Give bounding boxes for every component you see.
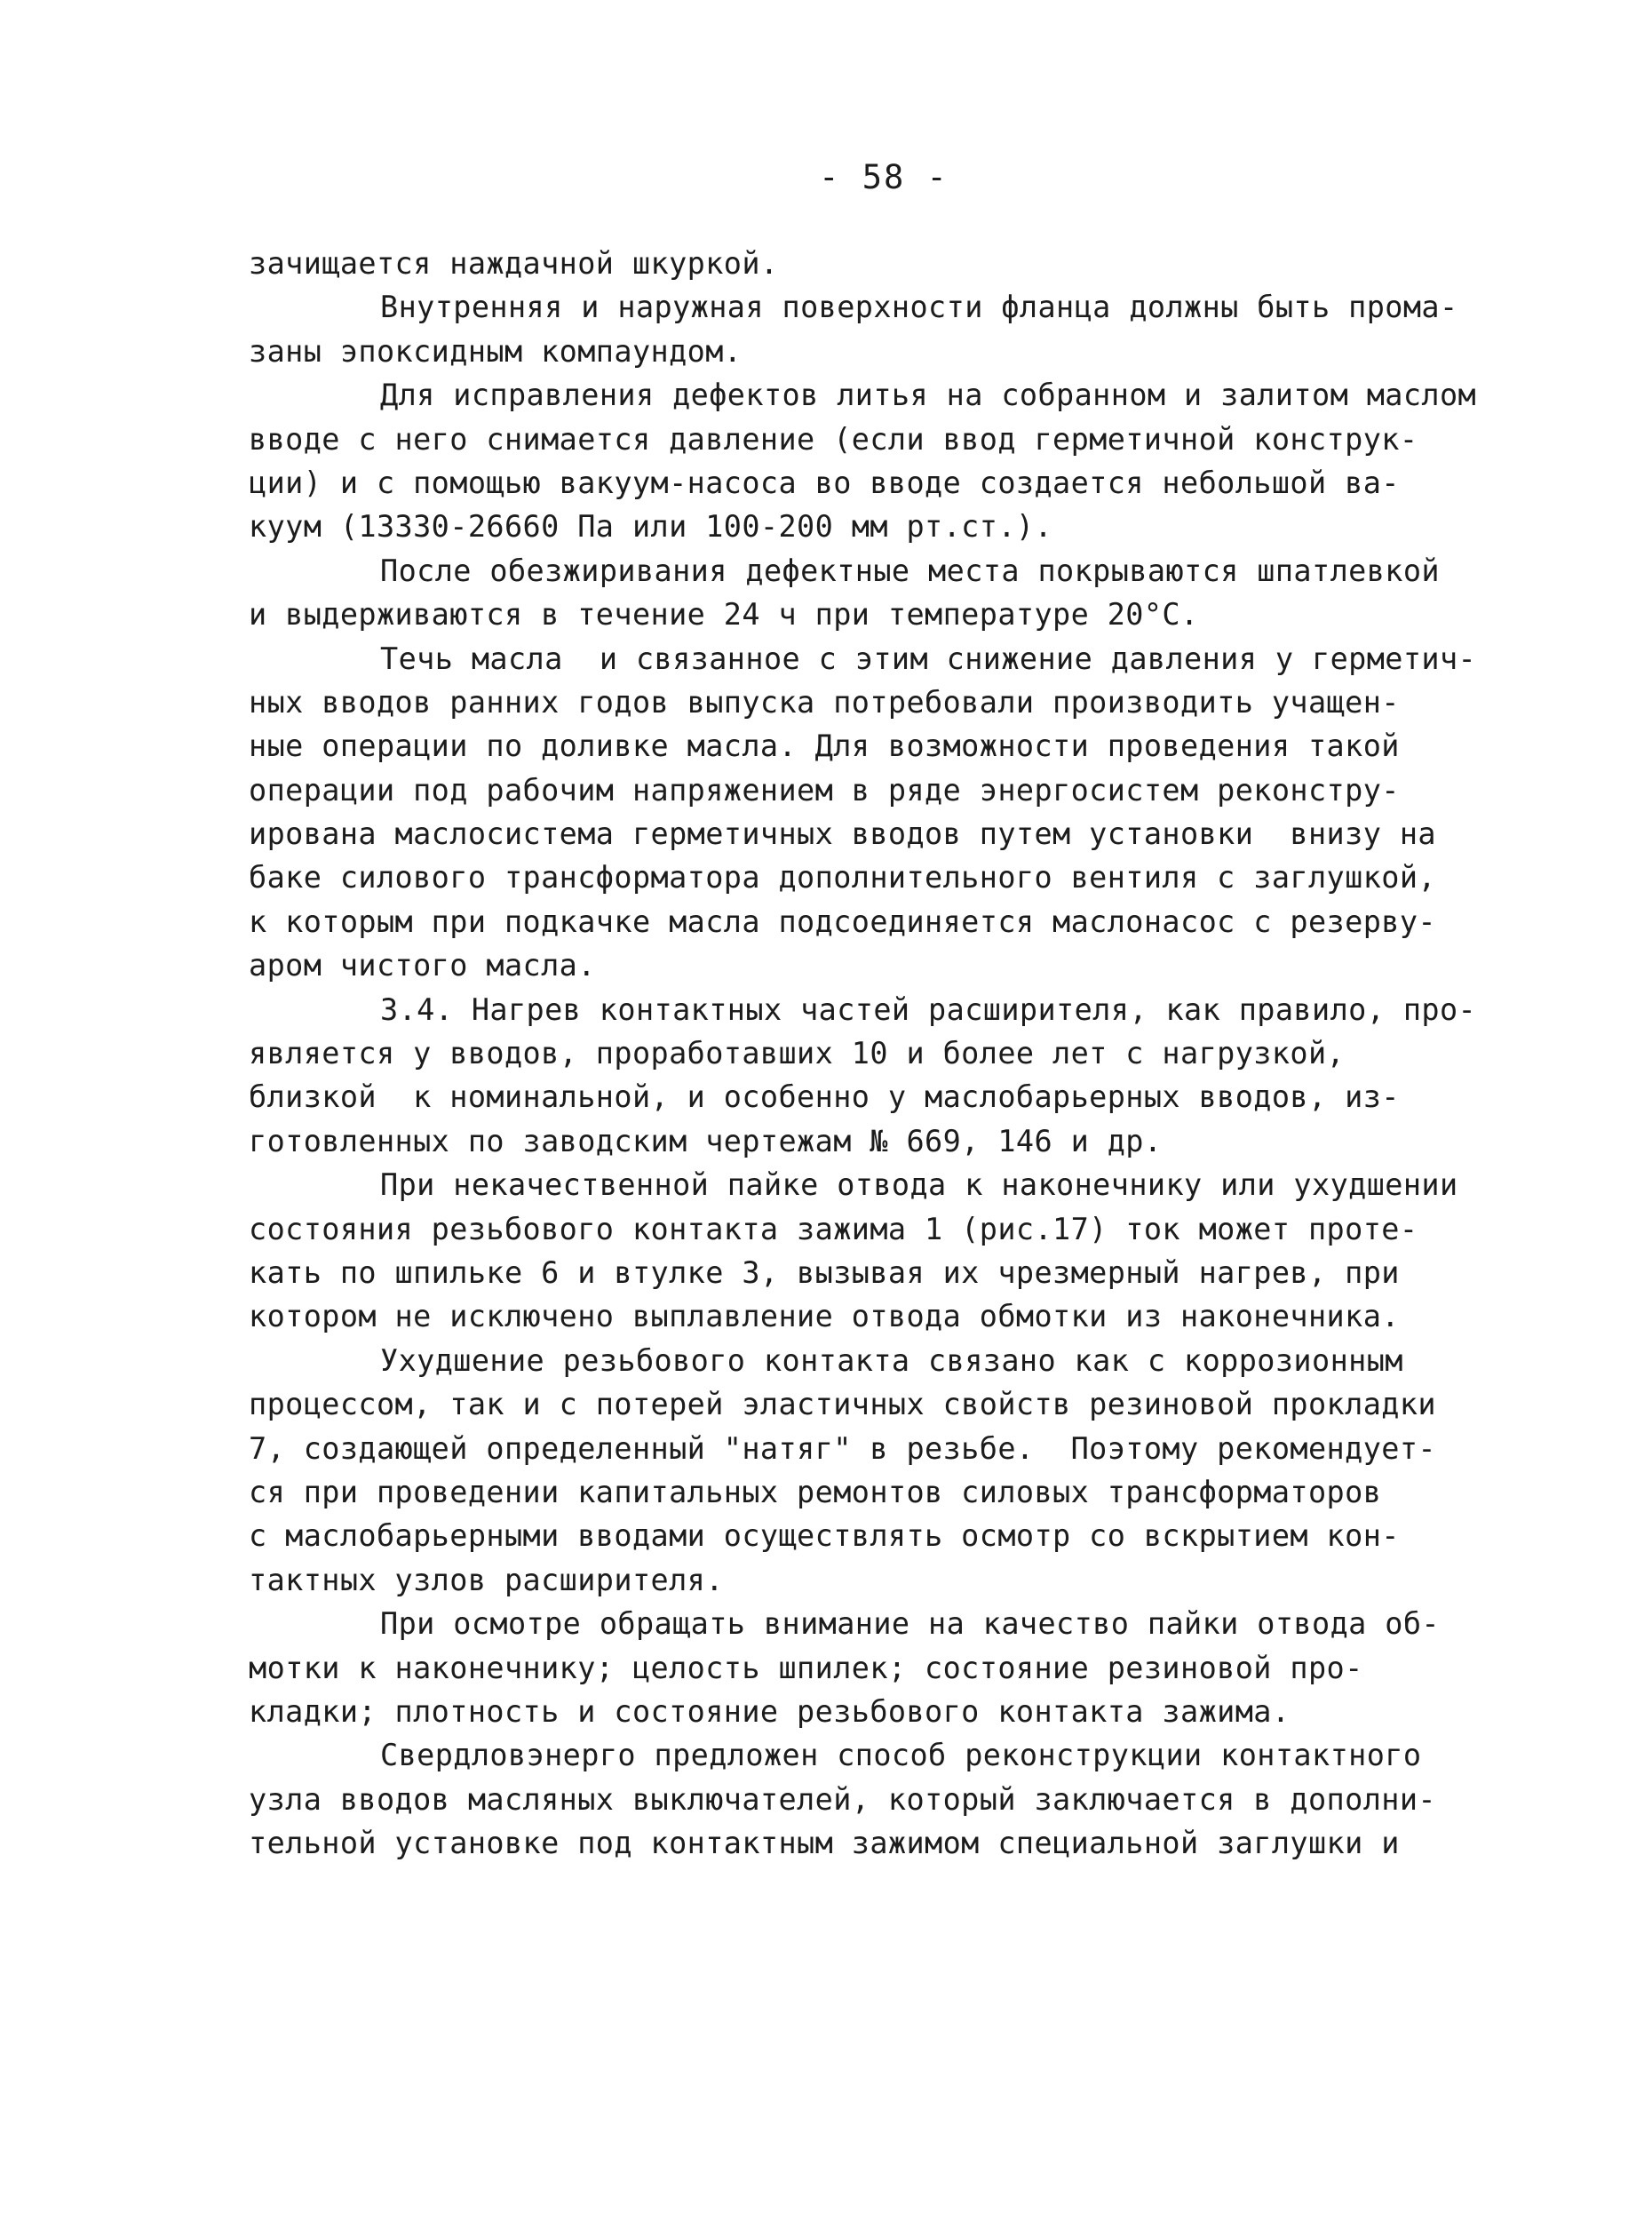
text-line: с маслобарьерными вводами осуществлять осмотр со вскрытием кон- <box>249 1518 1400 1554</box>
text-line: Свердловэнерго предложен способ реконструкции контактного <box>380 1738 1422 1773</box>
text-line: 7, создающей определенный "натяг" в резьбе. Поэтому рекомендует- <box>249 1430 1436 1466</box>
text-line: После обезжиривания дефектные места покрываются шпатлевкой <box>380 553 1440 588</box>
text-line: тельной установке под контактным зажимом специальной заглушки и <box>249 1826 1400 1861</box>
text-line: куум (13330-26660 Па или 100-200 мм рт.ст.). <box>249 509 1053 545</box>
text-line: процессом, так и с потерей эластичных свойств резиновой прокладки <box>249 1387 1436 1422</box>
text-line: и выдерживаются в течение 24 ч при температуре 20°С. <box>249 597 1199 633</box>
text-line: Внутренняя и наружная поверхности фланца должны быть прома- <box>380 290 1458 325</box>
text-line: состояния резьбового контакта зажима 1 (рис.17) ток может проте- <box>249 1211 1418 1246</box>
body-text <box>249 242 1477 1865</box>
text-line: аром чистого масла. <box>249 948 596 983</box>
text-line: кладки; плотность и состояние резьбового контакта зажима. <box>249 1693 1291 1729</box>
text-line: 3.4. Нагрев контактных частей расширителя, как правило, про- <box>380 991 1477 1027</box>
text-line: узла вводов масляных выключателей, который заключается в дополни- <box>249 1781 1436 1817</box>
text-line: готовленных по заводским чертежам № 669, 146 и др. <box>249 1123 1163 1158</box>
text-line: При некачественной пайке отвода к наконечнику или ухудшении <box>380 1167 1458 1203</box>
text-line: кать по шпильке 6 и втулке 3, вызывая их чрезмерный нагрев, при <box>249 1254 1400 1290</box>
text-line: близкой к номинальной, и особенно у маслобарьерных вводов, из- <box>249 1079 1400 1115</box>
text-line: ных вводов ранних годов выпуска потребовали производить учащен- <box>249 684 1400 720</box>
text-line: ирована маслосистема герметичных вводов путем установки внизу на <box>249 816 1436 852</box>
page-number: - 58 - <box>819 158 949 196</box>
text-line: котором не исключено выплавление отвода обмотки из наконечника. <box>249 1299 1400 1334</box>
text-line: является у вводов, проработавших 10 и более лет с нагрузкой, <box>249 1036 1346 1071</box>
text-line: баке силового трансформатора дополнительного вентиля с заглушкой, <box>249 860 1436 896</box>
text-line: ся при проведении капитальных ремонтов силовых трансформаторов <box>249 1474 1382 1509</box>
text-line: Для исправления дефектов литья на собранном и залитом маслом <box>380 378 1477 413</box>
text-line: операции под рабочим напряжением в ряде энергосистем реконстру- <box>249 772 1400 808</box>
text-line: вводе с него снимается давление (если ввод герметичной конструк- <box>249 421 1418 457</box>
text-line: ции) и с помощью вакуум-насоса во вводе создается небольшой ва- <box>249 465 1400 500</box>
text-line: тактных узлов расширителя. <box>249 1562 724 1597</box>
text-line: При осмотре обращать внимание на качество пайки отвода об- <box>380 1606 1440 1642</box>
text-line: зачищается наждачной шкуркой. <box>249 246 779 281</box>
text-line: ные операции по доливке масла. Для возможности проведения такой <box>249 728 1400 764</box>
text-line: к которым при подкачке масла подсоединяется маслонасос с резерву- <box>249 904 1436 939</box>
text-line: Ухудшение резьбового контакта связано как с коррозионным <box>380 1342 1403 1378</box>
text-line: Течь масла и связанное с этим снижение давления у герметич- <box>380 641 1477 676</box>
text-line: мотки к наконечнику; целость шпилек; состояние резиновой про- <box>249 1650 1363 1685</box>
text-line: заны эпоксидным компаундом. <box>249 333 743 369</box>
